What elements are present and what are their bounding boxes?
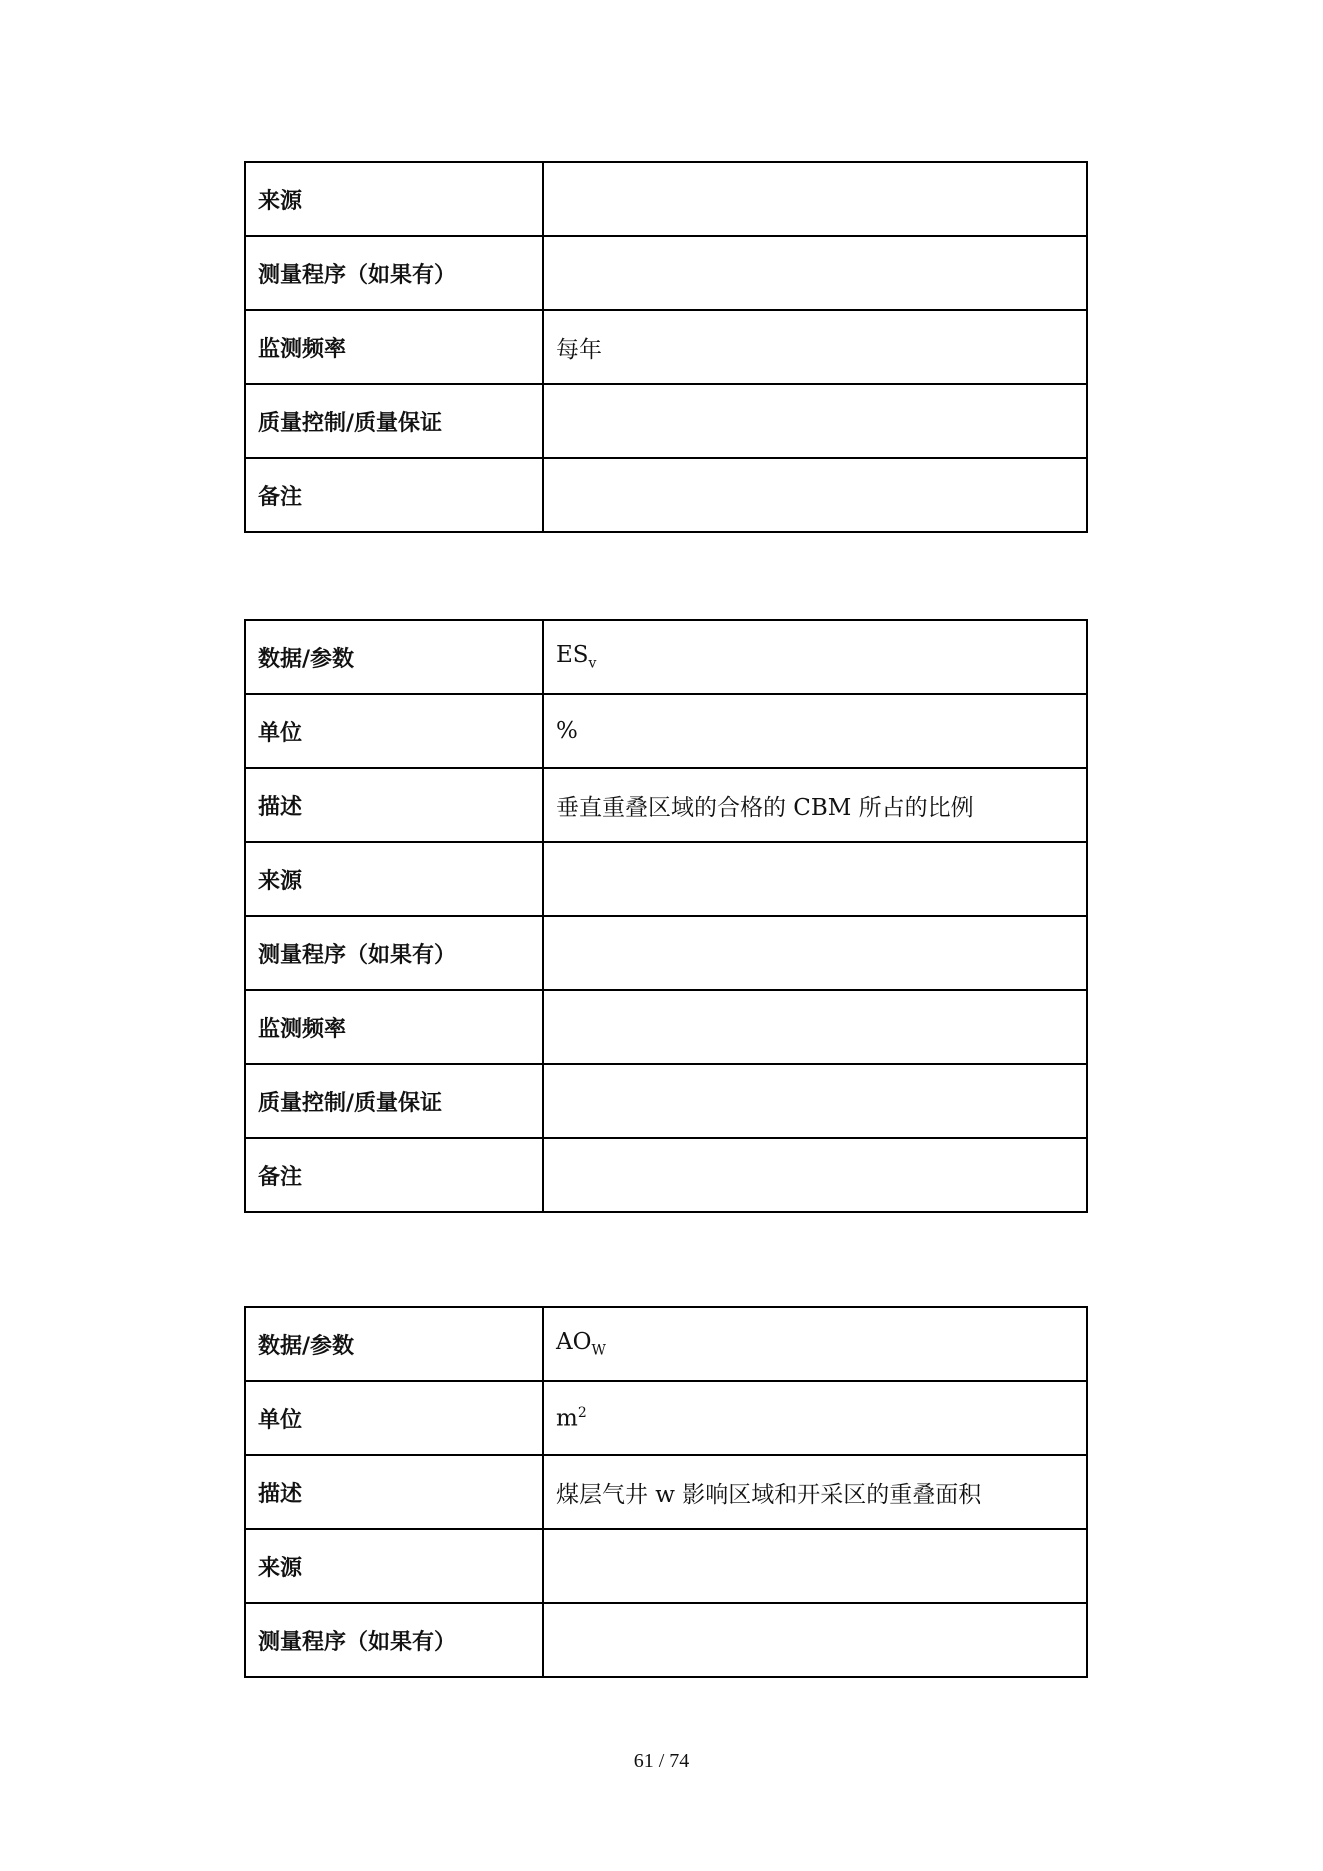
table-row (245, 236, 1087, 310)
table-row (245, 620, 1087, 694)
unit-value (543, 1381, 1087, 1455)
table-row (245, 1307, 1087, 1381)
frequency-value (543, 990, 1087, 1064)
table-row (245, 1603, 1087, 1677)
table-row (245, 1455, 1087, 1529)
frequency-label: 监测频率 (245, 990, 543, 1064)
procedure-label: 测量程序（如果有） (245, 1603, 543, 1677)
desc-label: 描述 (245, 768, 543, 842)
row-value (543, 236, 1087, 310)
desc-value: 煤层气井 w 影响区域和开采区的重叠面积 (543, 1455, 1087, 1529)
parameter-table-1 (244, 161, 1088, 533)
unit-superscript: 2 (577, 1404, 587, 1421)
unit-label: 单位 (245, 1381, 543, 1455)
table-row (245, 1381, 1087, 1455)
row-value (543, 384, 1087, 458)
table-row (245, 458, 1087, 532)
table-row (245, 1138, 1087, 1212)
qaqc-value (543, 1064, 1087, 1138)
row-label: 备注 (245, 458, 543, 532)
page-number: 61 / 74 (633, 1750, 690, 1772)
procedure-label: 测量程序（如果有） (245, 916, 543, 990)
row-value (543, 458, 1087, 532)
table-row (245, 990, 1087, 1064)
table-row (245, 310, 1087, 384)
source-value (543, 1529, 1087, 1603)
table-row (245, 842, 1087, 916)
row-label: 测量程序（如果有） (245, 236, 543, 310)
param-subscript: W (591, 1342, 606, 1359)
table-row (245, 384, 1087, 458)
procedure-value (543, 916, 1087, 990)
row-value (543, 162, 1087, 236)
table-row (245, 694, 1087, 768)
table-row (245, 1064, 1087, 1138)
param-symbol: AO (556, 1329, 592, 1356)
desc-value: 垂直重叠区域的合格的 CBM 所占的比例 (543, 768, 1087, 842)
param-label: 数据/参数 (245, 620, 543, 694)
source-label: 来源 (245, 842, 543, 916)
param-symbol: ES (556, 642, 589, 669)
table-row (245, 162, 1087, 236)
source-label: 来源 (245, 1529, 543, 1603)
param-subscript: v (588, 655, 597, 672)
note-label: 备注 (245, 1138, 543, 1212)
qaqc-label: 质量控制/质量保证 (245, 1064, 543, 1138)
param-value (543, 620, 1087, 694)
unit-value: % (543, 694, 1087, 768)
row-value: 每年 (543, 310, 1087, 384)
row-label: 来源 (245, 162, 543, 236)
row-label: 质量控制/质量保证 (245, 384, 543, 458)
param-label: 数据/参数 (245, 1307, 543, 1381)
desc-label: 描述 (245, 1455, 543, 1529)
source-value (543, 842, 1087, 916)
table-row (245, 916, 1087, 990)
unit-symbol: m (556, 1405, 578, 1432)
unit-label: 单位 (245, 694, 543, 768)
parameter-table-esv (244, 619, 1088, 1213)
parameter-table-aow (244, 1306, 1088, 1678)
param-value (543, 1307, 1087, 1381)
row-label: 监测频率 (245, 310, 543, 384)
procedure-value (543, 1603, 1087, 1677)
table-row (245, 768, 1087, 842)
table-row (245, 1529, 1087, 1603)
note-value (543, 1138, 1087, 1212)
